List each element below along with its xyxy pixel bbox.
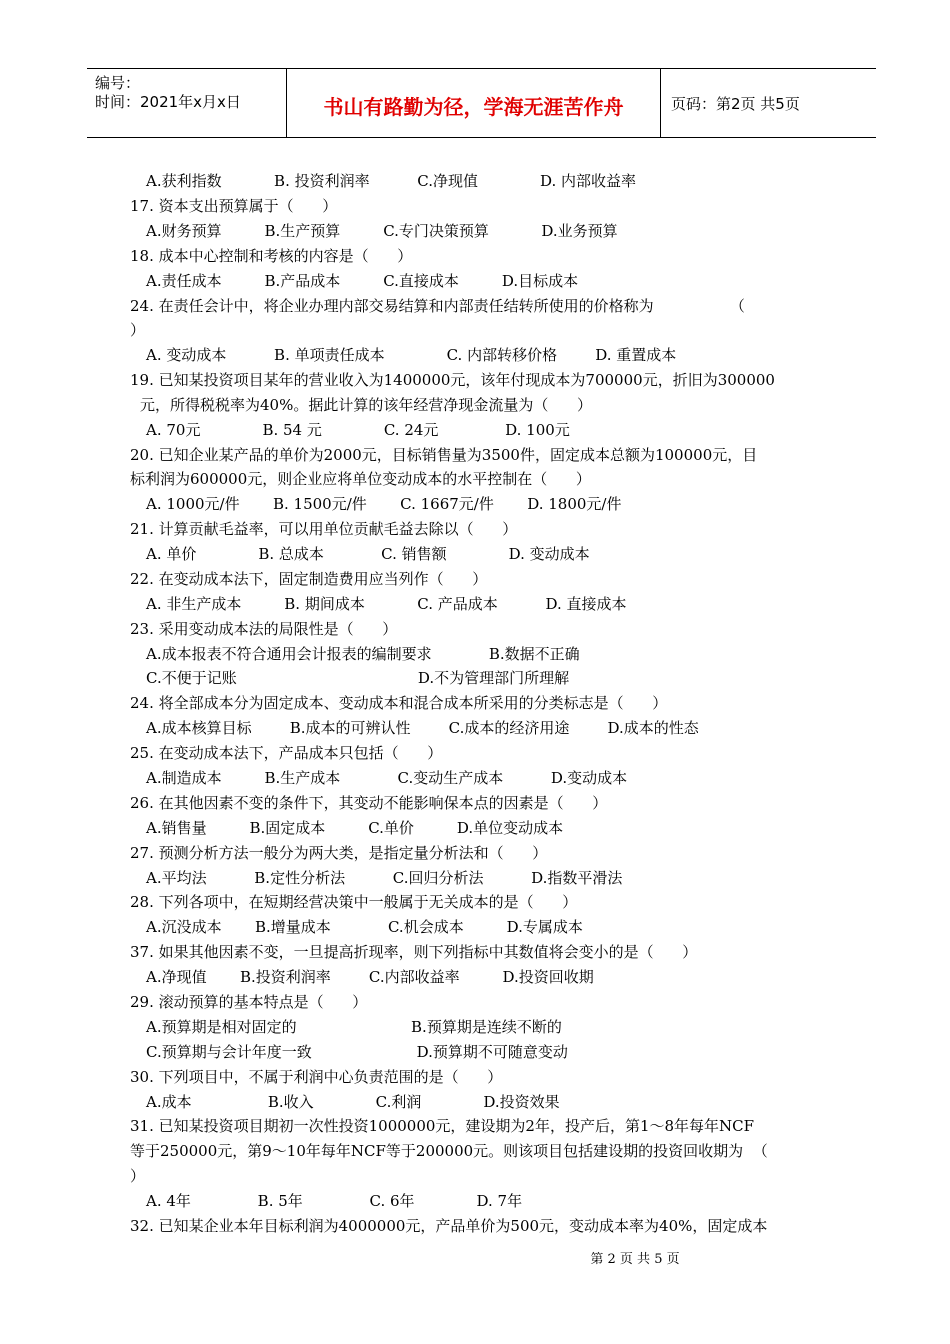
time-label: 时间：2021年x月x日 — [95, 93, 241, 111]
option-line: A. 单价 B. 总成本 C. 销售额 D. 变动成本 — [146, 545, 590, 563]
option-line: A.平均法 B.定性分析法 C.回归分析法 D.指数平滑法 — [146, 869, 623, 887]
question-line: 30. 下列项目中，不属于利润中心负责范围的是（ ） — [130, 1068, 503, 1086]
option-line: A.成本核算目标 B.成本的可辨认性 C.成本的经济用途 D.成本的性态 — [146, 719, 699, 737]
question-line: 24. 在责任会计中，将企业办理内部交易结算和内部责任结转所使用的价格称为 （ — [130, 297, 745, 315]
question-line: 29. 滚动预算的基本特点是（ ） — [130, 993, 368, 1011]
option-line: A. 变动成本 B. 单项责任成本 C. 内部转移价格 D. 重置成本 — [146, 346, 677, 364]
option-line: A.成本 B.收入 C.利润 D.投资效果 — [146, 1093, 560, 1111]
page-header — [87, 68, 876, 138]
question-line: 22. 在变动成本法下，固定制造费用应当列作（ ） — [130, 570, 488, 588]
question-line: ） — [130, 321, 146, 339]
option-line: A. 70元 B. 54 元 C. 24元 D. 100元 — [146, 421, 570, 439]
question-line: 25. 在变动成本法下，产品成本只包括（ ） — [130, 744, 443, 762]
option-line: A.成本报表不符合通用会计报表的编制要求 B.数据不正确 — [146, 645, 580, 663]
option-line: A.预算期是相对固定的 B.预算期是连续不断的 — [146, 1018, 562, 1036]
question-line: 21. 计算贡献毛益率，可以用单位贡献毛益去除以（ ） — [130, 520, 518, 538]
serial-label: 编号： — [95, 74, 141, 92]
question-line: ） — [130, 1167, 146, 1185]
question-line: 等于250000元，第9～10年每年NCF等于200000元。则该项目包括建设期的投资回收期为 （ — [130, 1142, 768, 1160]
question-line: 37. 如果其他因素不变，一旦提高折现率，则下列指标中其数值将会变小的是（ ） — [130, 943, 698, 961]
question-line: 20. 已知企业某产品的单价为2000元，目标销售量为3500件，固定成本总额为100000元，目 — [130, 446, 758, 464]
option-line: A.获利指数 B. 投资利润率 C.净现值 D. 内部收益率 — [146, 172, 637, 190]
option-line: A.财务预算 B.生产预算 C.专门决策预算 D.业务预算 — [146, 222, 618, 240]
header-info-cell — [87, 69, 287, 137]
question-line: 24. 将全部成本分为固定成本、变动成本和混合成本所采用的分类标志是（ ） — [130, 694, 668, 712]
question-line: 标利润为600000元，则企业应将单位变动成本的水平控制在（ ） — [130, 470, 591, 488]
question-line: 23. 采用变动成本法的局限性是（ ） — [130, 620, 398, 638]
question-line: 31. 已知某投资项目期初一次性投资1000000元，建设期为2年，投产后，第1～8年每年NCF — [130, 1117, 755, 1135]
option-line: A.销售量 B.固定成本 C.单价 D.单位变动成本 — [146, 819, 564, 837]
option-line: A.制造成本 B.生产成本 C.变动生产成本 D.变动成本 — [146, 769, 628, 787]
question-line: 27. 预测分析方法一般分为两大类，是指定量分析法和（ ） — [130, 844, 548, 862]
option-line: C.预算期与会计年度一致 D.预算期不可随意变动 — [146, 1043, 568, 1061]
header-motto-cell — [287, 69, 661, 137]
footer-page-number: 第 2 页 共 5 页 — [590, 1252, 680, 1267]
option-line: C.不便于记账 D.不为管理部门所理解 — [146, 669, 570, 687]
option-line: A. 1000元/件 B. 1500元/件 C. 1667元/件 D. 1800元/件 — [146, 495, 622, 513]
page-footer — [0, 1248, 950, 1267]
page-label: 页码：第2页 共5页 — [671, 95, 800, 113]
option-line: A.责任成本 B.产品成本 C.直接成本 D.目标成本 — [146, 272, 579, 290]
question-line: 26. 在其他因素不变的条件下，其变动不能影响保本点的因素是（ ） — [130, 794, 608, 812]
question-line: 18. 成本中心控制和考核的内容是（ ） — [130, 247, 413, 265]
question-line: 32. 已知某企业本年目标利润为4000000元，产品单价为500元，变动成本率为40%，固定成本 — [130, 1217, 768, 1235]
question-line: 28. 下列各项中，在短期经营决策中一般属于无关成本的是（ ） — [130, 893, 578, 911]
question-line: 19. 已知某投资项目某年的营业收入为1400000元，该年付现成本为700000元，折旧为300000 — [130, 371, 775, 389]
question-line: 17. 资本支出预算属于（ ） — [130, 197, 338, 215]
question-line: 元，所得税税率为40%。据此计算的该年经营净现金流量为（ ） — [140, 396, 592, 414]
option-line: A.沉没成本 B.增量成本 C.机会成本 D.专属成本 — [146, 918, 583, 936]
header-page-cell — [661, 69, 876, 137]
option-line: A. 4年 B. 5年 C. 6年 D. 7年 — [146, 1192, 523, 1210]
option-line: A. 非生产成本 B. 期间成本 C. 产品成本 D. 直接成本 — [146, 595, 627, 613]
motto: 书山有路勤为径，学海无涯苦作舟 — [323, 95, 624, 119]
option-line: A.净现值 B.投资利润率 C.内部收益率 D.投资回收期 — [146, 968, 594, 986]
